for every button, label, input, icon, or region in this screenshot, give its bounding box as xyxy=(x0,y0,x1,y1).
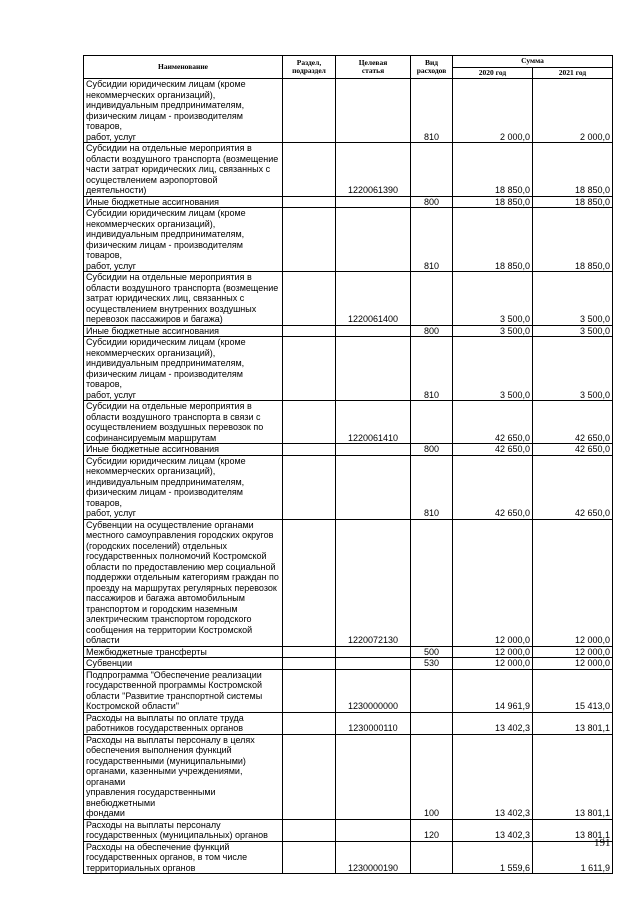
cell-2021: 18 850,0 xyxy=(533,208,613,272)
cell-2021: 42 650,0 xyxy=(533,401,613,444)
cell-2021: 42 650,0 xyxy=(533,444,613,456)
cell-target: 1230000000 xyxy=(336,669,411,712)
cell-2021: 12 000,0 xyxy=(533,519,613,646)
cell-name: Расходы на выплаты по оплате труда работников государственных органов xyxy=(84,712,283,734)
cell-name: Субсидии юридическим лицам (кроме некоммерческих организаций), индивидуальным предпринимателям, физическим лицам - производителям товаров, работ, услуг xyxy=(84,337,283,401)
cell-type xyxy=(411,401,453,444)
cell-type: 530 xyxy=(411,658,453,670)
cell-type: 100 xyxy=(411,734,453,819)
page-number: 191 xyxy=(594,837,611,849)
cell-section xyxy=(283,208,336,272)
cell-section xyxy=(283,669,336,712)
cell-section xyxy=(283,272,336,326)
cell-section xyxy=(283,143,336,197)
cell-2021: 18 850,0 xyxy=(533,196,613,208)
table-row xyxy=(84,819,613,841)
cell-2020: 1 559,6 xyxy=(453,841,533,874)
cell-2020: 2 000,0 xyxy=(453,79,533,143)
cell-type xyxy=(411,519,453,646)
table-row xyxy=(84,196,613,208)
cell-name: Иные бюджетные ассигнования xyxy=(84,196,283,208)
cell-type: 800 xyxy=(411,444,453,456)
cell-2020: 18 850,0 xyxy=(453,208,533,272)
cell-section xyxy=(283,819,336,841)
cell-type: 800 xyxy=(411,325,453,337)
cell-2021: 13 801,1 xyxy=(533,819,613,841)
cell-type: 800 xyxy=(411,196,453,208)
cell-2020: 3 500,0 xyxy=(453,337,533,401)
cell-section xyxy=(283,841,336,874)
cell-section xyxy=(283,519,336,646)
cell-name: Субвенции xyxy=(84,658,283,670)
cell-type: 500 xyxy=(411,646,453,658)
cell-target xyxy=(336,819,411,841)
cell-name: Субсидии на отдельные мероприятия в области воздушного транспорта (возмещение части затрат юридических лиц, связанных с осуществлением аэропортовой деятельности) xyxy=(84,143,283,197)
cell-name: Субсидии юридическим лицам (кроме некоммерческих организаций), индивидуальным предпринимателям, физическим лицам - производителям товаров, работ, услуг xyxy=(84,208,283,272)
cell-2020: 14 961,9 xyxy=(453,669,533,712)
cell-type: 810 xyxy=(411,455,453,519)
header-year-2020: 2020 год xyxy=(453,67,533,79)
cell-name: Иные бюджетные ассигнования xyxy=(84,444,283,456)
cell-target xyxy=(336,658,411,670)
cell-name: Субсидии юридическим лицам (кроме некоммерческих организаций), индивидуальным предпринимателям, физическим лицам - производителям товаров, работ, услуг xyxy=(84,79,283,143)
table-row xyxy=(84,143,613,197)
table-row xyxy=(84,337,613,401)
cell-name: Субвенции на осуществление органами местного самоуправления городских округов (городских поселений) отдельных государственных полномочий Костромской области по предоставлению мер социальной поддержки отдельным категориям граждан по проезду на маршрутах регулярных перевозок пассажиров и багажа автомобильным транспортом и городским наземным электрическим транспортом городского сообщения на территории Костромской области xyxy=(84,519,283,646)
cell-2021: 3 500,0 xyxy=(533,272,613,326)
table-row xyxy=(84,444,613,456)
cell-section xyxy=(283,734,336,819)
cell-section xyxy=(283,712,336,734)
cell-type: 120 xyxy=(411,819,453,841)
header-year-2021: 2021 год xyxy=(533,67,613,79)
cell-2020: 42 650,0 xyxy=(453,455,533,519)
cell-target: 1230000190 xyxy=(336,841,411,874)
table-body xyxy=(84,79,613,874)
budget-table xyxy=(83,55,613,874)
cell-2021: 13 801,1 xyxy=(533,734,613,819)
cell-2021: 1 611,9 xyxy=(533,841,613,874)
cell-target: 1220072130 xyxy=(336,519,411,646)
cell-name: Межбюджетные трансферты xyxy=(84,646,283,658)
cell-type xyxy=(411,712,453,734)
cell-2020: 42 650,0 xyxy=(453,444,533,456)
table-row xyxy=(84,841,613,874)
cell-section xyxy=(283,444,336,456)
cell-target xyxy=(336,196,411,208)
table-row xyxy=(84,646,613,658)
cell-type: 810 xyxy=(411,79,453,143)
header-name: Наименование xyxy=(84,56,283,79)
cell-2021: 12 000,0 xyxy=(533,646,613,658)
cell-type xyxy=(411,272,453,326)
cell-type xyxy=(411,143,453,197)
cell-2021: 3 500,0 xyxy=(533,337,613,401)
cell-target xyxy=(336,455,411,519)
cell-target xyxy=(336,646,411,658)
cell-name: Расходы на выплаты персоналу в целях обеспечения выполнения функций государственными (муниципальными) органами, казенными учреждениями, органами управления государственными внебюджетными фондами xyxy=(84,734,283,819)
cell-type xyxy=(411,841,453,874)
header-sum: Сумма xyxy=(453,56,613,68)
cell-section xyxy=(283,196,336,208)
cell-target: 1220061400 xyxy=(336,272,411,326)
header-section: Раздел, подраздел xyxy=(283,56,336,79)
cell-target xyxy=(336,734,411,819)
cell-2021: 13 801,1 xyxy=(533,712,613,734)
table-row xyxy=(84,519,613,646)
cell-2021: 3 500,0 xyxy=(533,325,613,337)
cell-target xyxy=(336,79,411,143)
cell-name: Иные бюджетные ассигнования xyxy=(84,325,283,337)
cell-2020: 3 500,0 xyxy=(453,272,533,326)
cell-name: Субсидии юридическим лицам (кроме некоммерческих организаций), индивидуальным предпринимателям, физическим лицам - производителям товаров, работ, услуг xyxy=(84,455,283,519)
cell-2021: 18 850,0 xyxy=(533,143,613,197)
cell-type: 810 xyxy=(411,337,453,401)
cell-2021: 12 000,0 xyxy=(533,658,613,670)
table-row xyxy=(84,208,613,272)
cell-target xyxy=(336,325,411,337)
table-row xyxy=(84,79,613,143)
header-target: Целевая статья xyxy=(336,56,411,79)
cell-2020: 18 850,0 xyxy=(453,143,533,197)
cell-2020: 42 650,0 xyxy=(453,401,533,444)
table-row xyxy=(84,401,613,444)
cell-section xyxy=(283,325,336,337)
table-row xyxy=(84,455,613,519)
cell-section xyxy=(283,646,336,658)
cell-target: 1220061410 xyxy=(336,401,411,444)
cell-2020: 12 000,0 xyxy=(453,519,533,646)
cell-name: Подпрограмма "Обеспечение реализации государственной программы Костромской области "Развитие транспортной системы Костромской области" xyxy=(84,669,283,712)
cell-section xyxy=(283,79,336,143)
header-type: Вид расходов xyxy=(411,56,453,79)
cell-target xyxy=(336,337,411,401)
cell-name: Субсидии на отдельные мероприятия в области воздушного транспорта (возмещение затрат юридических лиц, связанных с осуществлением внутренних воздушных перевозок пассажиров и багажа) xyxy=(84,272,283,326)
cell-section xyxy=(283,401,336,444)
cell-2020: 13 402,3 xyxy=(453,734,533,819)
cell-2020: 13 402,3 xyxy=(453,712,533,734)
cell-target: 1230000110 xyxy=(336,712,411,734)
cell-2020: 3 500,0 xyxy=(453,325,533,337)
cell-2020: 18 850,0 xyxy=(453,196,533,208)
cell-target xyxy=(336,444,411,456)
cell-target: 1220061390 xyxy=(336,143,411,197)
cell-target xyxy=(336,208,411,272)
cell-2020: 13 402,3 xyxy=(453,819,533,841)
cell-2021: 42 650,0 xyxy=(533,455,613,519)
cell-2020: 12 000,0 xyxy=(453,658,533,670)
cell-type xyxy=(411,669,453,712)
cell-name: Расходы на выплаты персоналу государственных (муниципальных) органов xyxy=(84,819,283,841)
cell-2021: 15 413,0 xyxy=(533,669,613,712)
table-row xyxy=(84,712,613,734)
table-row xyxy=(84,658,613,670)
table-row xyxy=(84,325,613,337)
cell-type: 810 xyxy=(411,208,453,272)
table-row xyxy=(84,734,613,819)
cell-name: Расходы на обеспечение функций государственных органов, в том числе территориальных органов xyxy=(84,841,283,874)
cell-section xyxy=(283,337,336,401)
table-row xyxy=(84,272,613,326)
cell-2021: 2 000,0 xyxy=(533,79,613,143)
cell-section xyxy=(283,658,336,670)
table-row xyxy=(84,669,613,712)
cell-2020: 12 000,0 xyxy=(453,646,533,658)
cell-section xyxy=(283,455,336,519)
cell-name: Субсидии на отдельные мероприятия в области воздушного транспорта в связи с осуществлением воздушных перевозок по софинансируемым маршрутам xyxy=(84,401,283,444)
